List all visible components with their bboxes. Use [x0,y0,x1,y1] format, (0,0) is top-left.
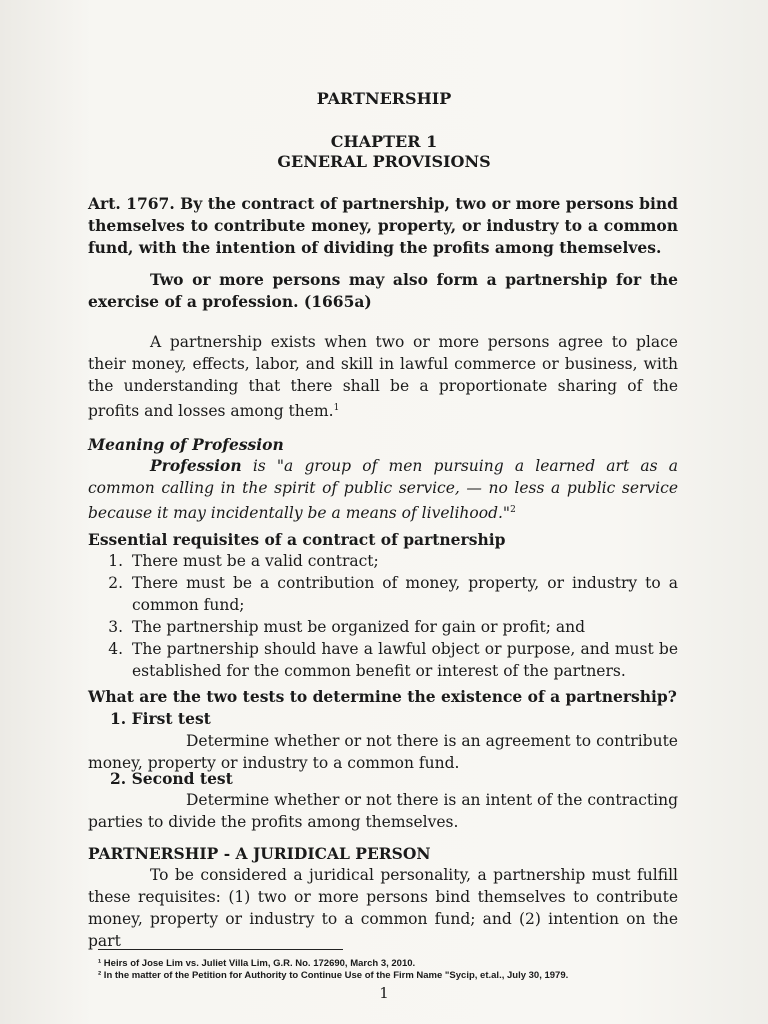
article-1767-paragraph-2: Two or more persons may also form a partnership for the exercise of a profession. (1665a) [88,270,678,311]
profession-def-text: is "a group of men pursuing a learned art as a common calling in the spirit of public service, — no less a public service because it may incidentally be a means of livelihood." [88,457,678,523]
list-item: 2. There must be a contribution of money, property, or industry to a common fund; [128,572,678,616]
second-test-text: Determine whether or not there is an intent of the contracting parties to divide the profits among themselves. [88,791,678,831]
footnote-ref-1: 1 [333,403,340,413]
profession-term: Profession [150,456,242,475]
footnote-divider [98,949,343,950]
page-title: PARTNERSHIP [316,89,452,108]
first-test-label: 1. First test [110,709,211,728]
list-item: 4. The partnership should have a lawful object or purpose, and must be established for the common benefit or interest of the partners. [128,638,678,682]
page-number: 1 [379,984,389,1002]
explanation-text: A partnership exists when two or more persons agree to place their money, effects, labor, and skill in lawful commerce or business, with the understanding that there shall be a proportionate sharing of the profits and losses among them. [88,333,678,421]
first-test-text: Determine whether or not there is an agreement to contribute money, property or industry to a common fund. [88,732,678,772]
article-1767-paragraph-1: Art. 1767. By the contract of partnership, two or more persons bind themselves to contribute money, property, or industry to a common fund, with the intention of dividing the profits among themselves. [88,194,678,257]
juridical-heading: PARTNERSHIP - A JURIDICAL PERSON [88,844,431,863]
footnote-1: ¹ Heirs of Jose Lim vs. Juliet Villa Lim, G.R. No. 172690, March 3, 2010. [98,958,416,969]
tests-heading: What are the two tests to determine the existence of a partnership? [88,687,677,706]
juridical-text: To be considered a juridical personality, a partnership must fulfill these requisites: (1) two or more persons bind themselves to contribute money, property or industry to a common fund; and (2) intention on the part [88,866,678,950]
list-item: 1. There must be a valid contract; [128,550,678,572]
footnote-ref-2: 2 [510,505,516,515]
footnote-2: ² In the matter of the Petition for Authority to Continue Use of the Firm Name "Sycip, et.al., July 30, 1979. [98,970,569,981]
chapter-number: CHAPTER 1 [330,132,438,151]
profession-heading: Meaning of Profession [88,435,284,454]
chapter-title: GENERAL PROVISIONS [277,152,491,171]
requisites-list [88,550,678,682]
list-item: 3. The partnership must be organized for gain or profit; and [128,616,678,638]
profession-definition [88,455,678,524]
partnership-explanation [88,331,678,422]
second-test-label: 2. Second test [110,769,233,788]
requisites-heading: Essential requisites of a contract of partnership [88,530,506,549]
